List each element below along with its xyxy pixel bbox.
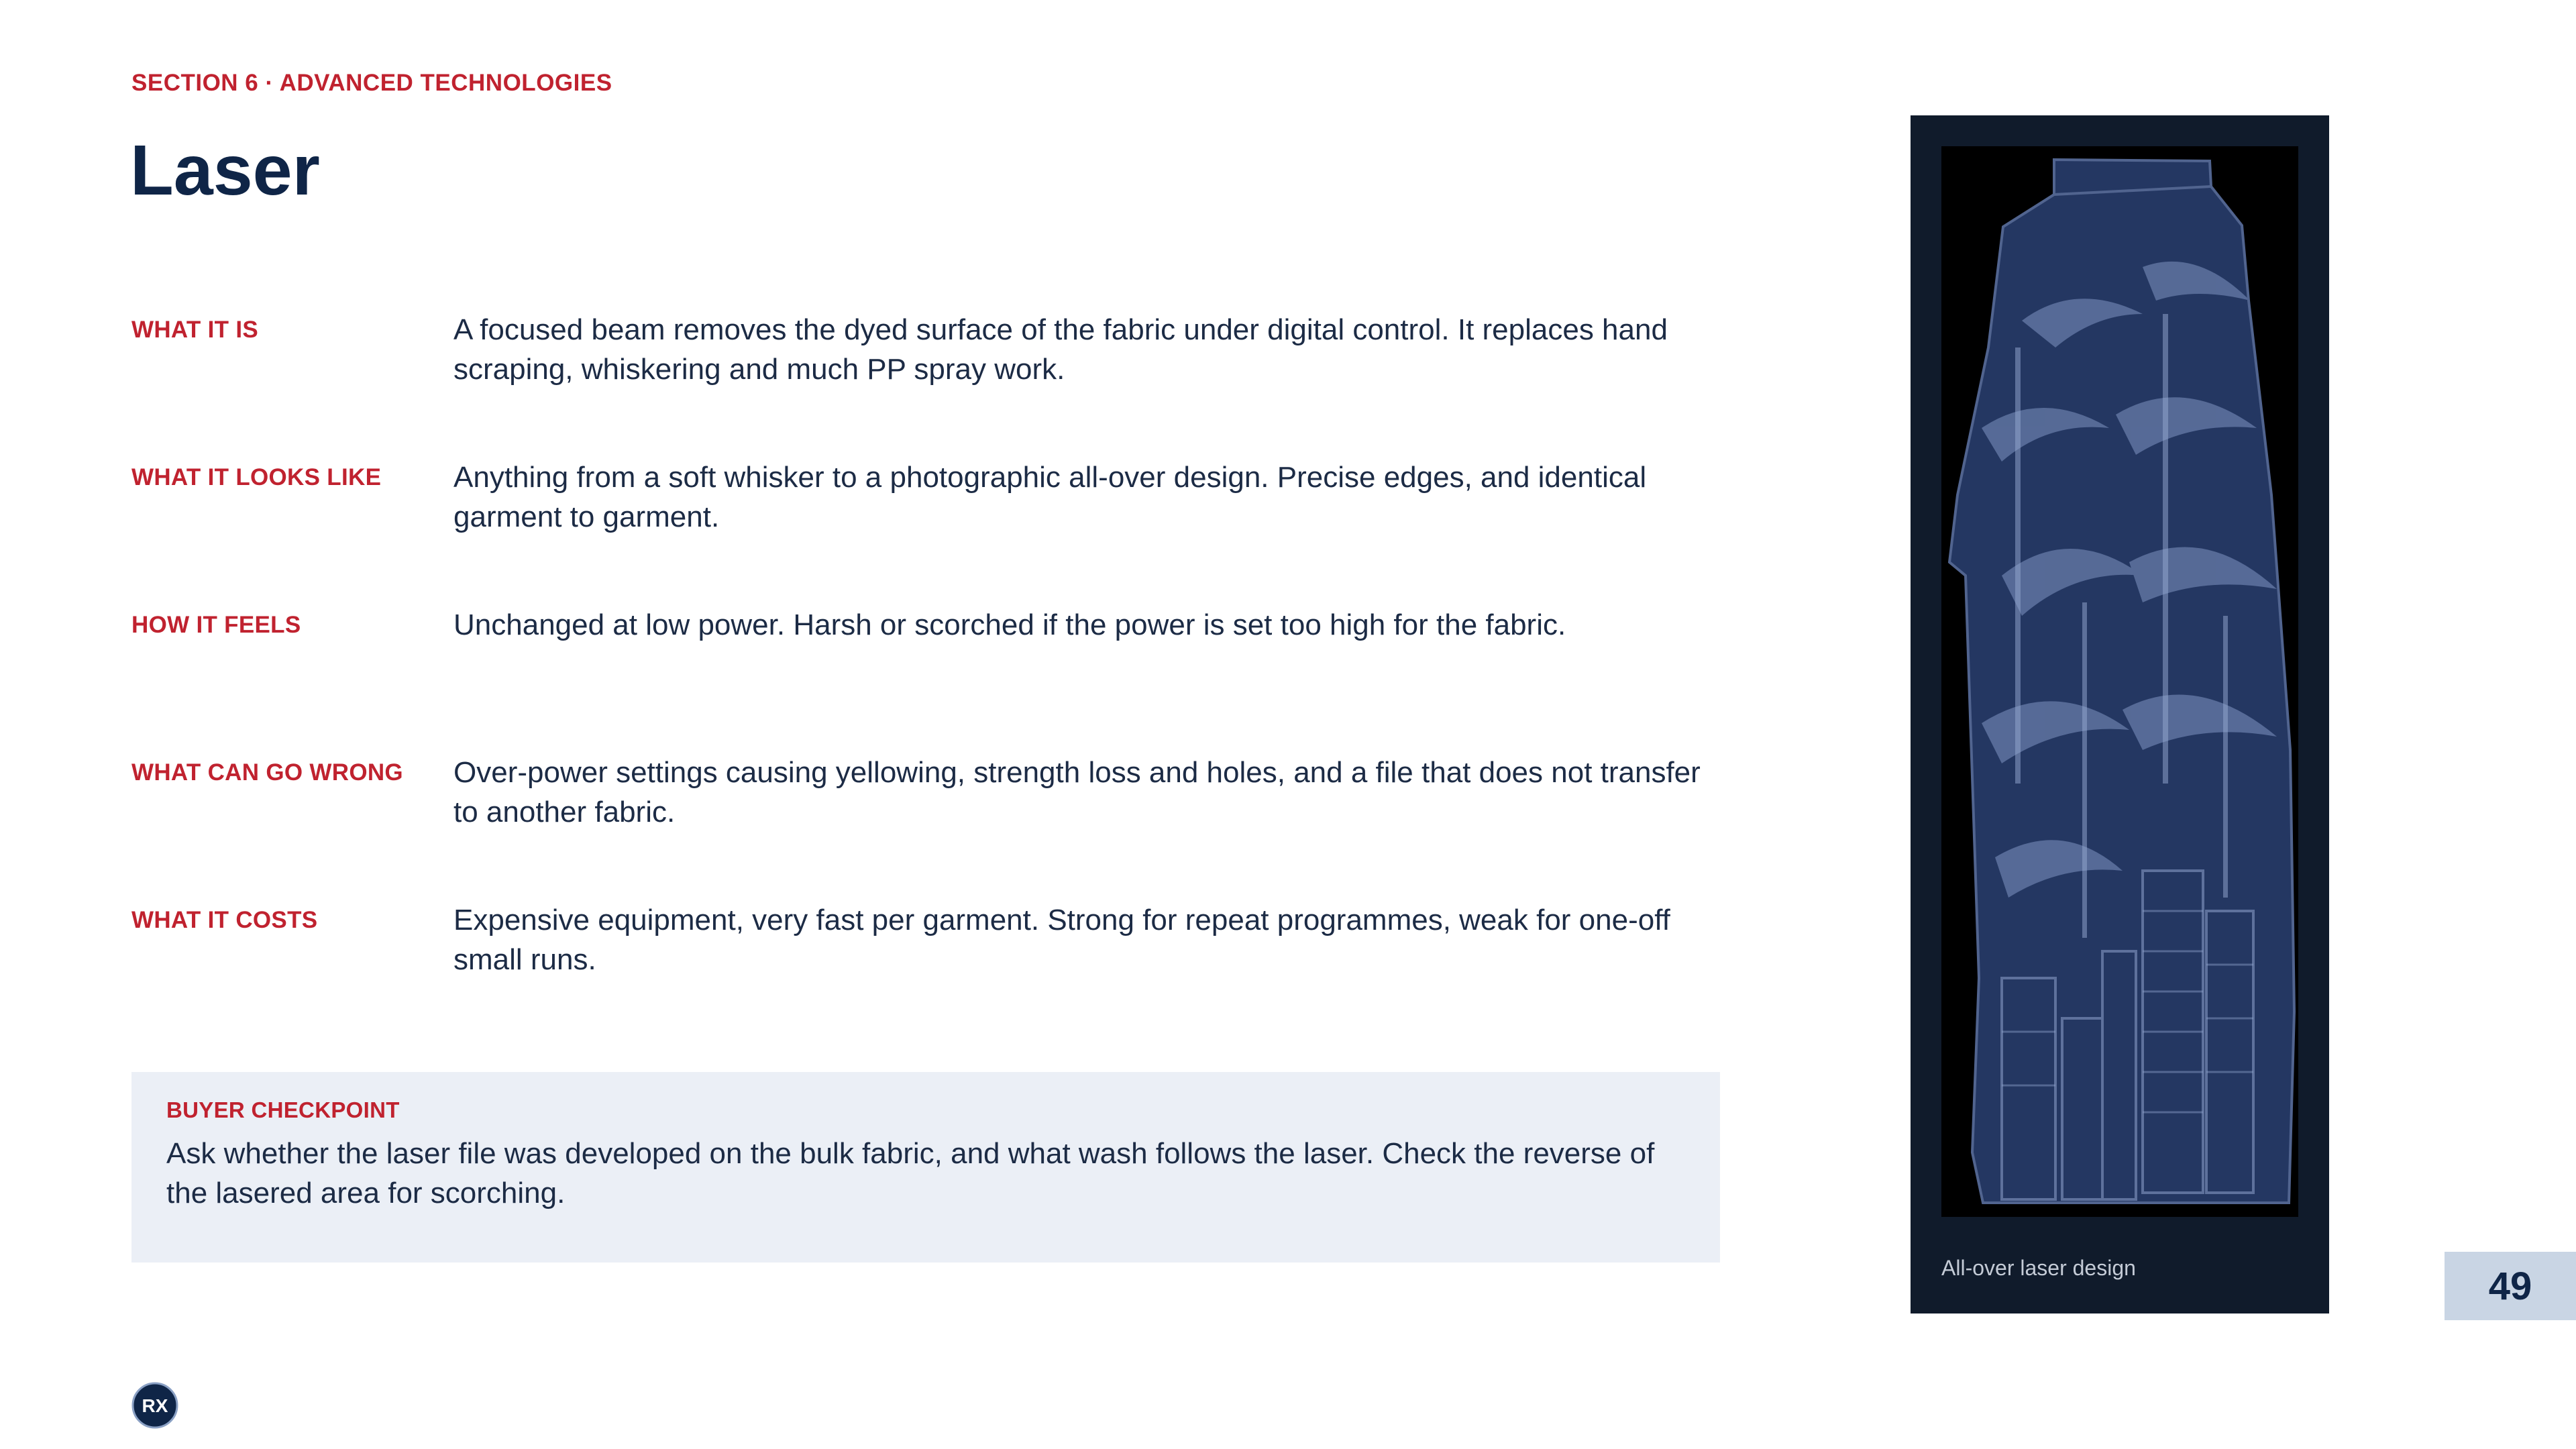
section-kicker: SECTION 6 · ADVANCED TECHNOLOGIES (131, 70, 612, 96)
brand-logo (131, 1382, 178, 1429)
row-text: Unchanged at low power. Harsh or scorched if the power is set too high for the fabric. (453, 608, 1566, 641)
row-label: WHAT IT LOOKS LIKE (131, 464, 382, 490)
row-text: Anything from a soft whisker to a photographic all-over design. Precise edges, and identical garment to garment. (453, 461, 1647, 533)
row-text: Over-power settings causing yellowing, strength loss and holes, and a file that does not transfer to another fabric. (453, 756, 1701, 828)
row-label: WHAT IT COSTS (131, 907, 318, 933)
page-title: Laser (130, 131, 320, 210)
figure-card (1911, 115, 2329, 1313)
row-text: Expensive equipment, very fast per garment. Strong for repeat programmes, weak for one-off small runs. (453, 904, 1670, 976)
laser-jeans-photo (1941, 146, 2298, 1217)
row-label: HOW IT FEELS (131, 612, 301, 638)
row-label: WHAT CAN GO WRONG (131, 759, 403, 786)
row-text: A focused beam removes the dyed surface of the fabric under digital control. It replaces hand scraping, whiskering and much PP spray work. (453, 313, 1668, 386)
checkpoint-label: BUYER CHECKPOINT (166, 1097, 400, 1122)
figure-caption: All-over laser design (1941, 1256, 2136, 1280)
checkpoint-text: Ask whether the laser file was developed on the bulk fabric, and what wash follows the laser. Check the reverse of the lasered area for scorching. (166, 1137, 1655, 1210)
logo-mark: RX (142, 1395, 168, 1416)
row-label: WHAT IT IS (131, 317, 258, 343)
buyer-checkpoint-box (131, 1072, 1720, 1263)
jeans-illustration (1941, 146, 2298, 1217)
page-number: 49 (2445, 1252, 2576, 1320)
